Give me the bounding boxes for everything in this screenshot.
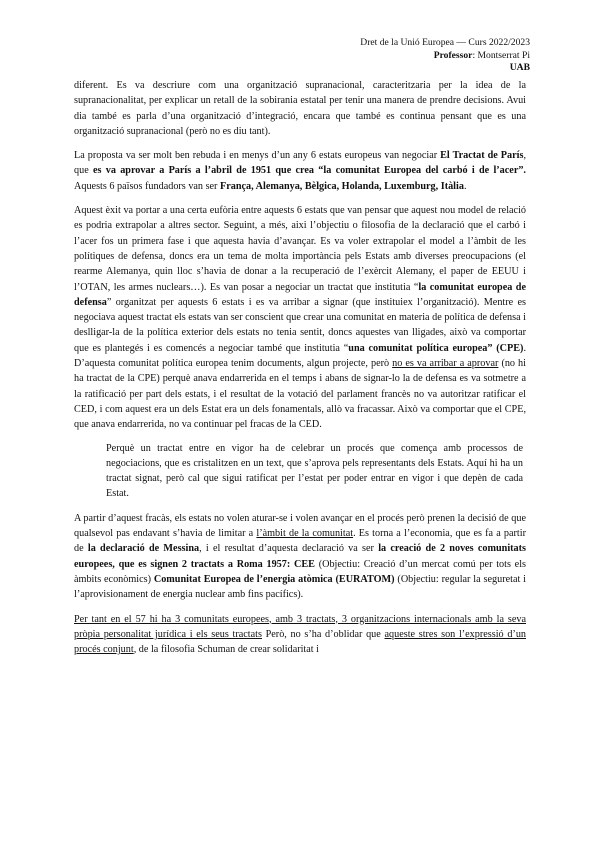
professor-label: Professor bbox=[433, 49, 473, 61]
paragraph: Aquest èxit va portar a una certa eufòria entre aquests 6 estats que van pensar que aquest nou model de relació es podria extrapolar a altres sector. Seguint, a més, aixi l’objectiu o filosofia de la declaració que el carbó i l’acer fos un primera fase i que aquesta havia d’avançar. Es va voler extrapolar el model a l’àmbit de les polítiques de defensa, doncs era un tema de molta importància pels Estats amb diverses preocupacions (el rearme Alemanya, quin lloc s’havia de donar a la recuperació de l’exèrcit Alemany, el paper de EEUU i l’OTAN, les armes nuclears…). Es van posar a negociar un tractat que institutia “la comunitat europea de defensa” organitzat per aquests 6 estats i es va arribar a signar (que instituiex l’organització). Mentre es negociava aquest tractat els estats van ser conscient que crear una comunitat en materia de política de defensa i deslligar-la de la política exterior dels estats no tenia sentit, doncs aquestes van lligades, això va comportar que es plantegés i es comencés a negociar també que institutia “una comunitat política europea” (CPE). D’aquesta comunitat política europea tenim documents, algun projecte, però no es va arribar a aprovar (no hi ha tractat de la CPE) perquè anava endarrerida en el temps i abans de signar-lo la de defensa es va sotmetre a la ratificació per part dels estats, i el resultat de la votació del parlament francès no va autoritzar ratificar el CED, i com aquest era un dels Estat era un dels fonamentals, allò va fracassar. Això va comportar que el CPE, que anava endarrerida, no va continuar pel fracas de la CED. bbox=[74, 205, 527, 431]
professor-name: : Montserrat Pi bbox=[472, 49, 530, 61]
page-header bbox=[360, 37, 530, 75]
indented-note: Perquè un tractat entre en vigor ha de celebrar un procés que comença amb processos de negociacions, que es cristalitzen en un text, que s’aprova pels representants dels Estats. Aquí hi ha un tractat signat, però cal que sigui ratificat per l’estat per poder entrar en vigor i que depèn de cada Estat. bbox=[106, 442, 523, 500]
paragraph: Per tant en el 57 hi ha 3 comunitats europees, amb 3 tractats, 3 organitzacions internacionals amb la seva pròpia personalitat jurídica i els seus tractats Però, no s’ha d’oblidar que aqueste stres son l’expressió d’un procés conjunt, de la filosofia Schuman de crear solidaritat i bbox=[74, 613, 527, 656]
institution: UAB bbox=[509, 62, 530, 74]
course-line: Dret de la Unió Europea — Curs 2022/2023 bbox=[360, 37, 530, 48]
paragraph: A partir d’aquest fracàs, els estats no volen aturar-se i volen avançar en el procés però prenen la decisió de que qualsevol pas endavant s’havia de limitar a l’àmbit de la comunitat. Es torna a l’economia, que es fa a partir de la declaració de Messina, i el resultat d’aquesta declaració va ser la creació de 2 noves comunitats europees, que es signen 2 tractats a Roma 1957: CEE (Objectiu: Creació d’un mercat comú per tots els àmbits econòmics) Comunitat Europea de l’energia atòmica (EURATOM) (Objectiu: regular la seguretat i l’aprovisionament de energia nuclear amb fins pacífics). bbox=[74, 512, 527, 601]
professor-line bbox=[360, 50, 530, 63]
paragraph: diferent. Es va descriure com una organització supranacional, caracteritzaria per la idea de la supranacionalitat, per explicar un retall de la sobirania estatal per tenir una manera de prendre decisions. Avui dia també es parla d’una organització d’integració, encara que també es continua pensant que es una organització supranacional (però no es diu tant). bbox=[74, 80, 526, 137]
paragraph: La proposta va ser molt ben rebuda i en menys d’un any 6 estats europeus van negociar El Tractat de París, que es va aprovar a París a l’abril de 1951 que crea “la comunitat Europea del carbó i de l’acer”. Aquests 6 països fundadors van ser França, Alemanya, Bèlgica, Holanda, Luxemburg, Itàlia. bbox=[74, 150, 526, 192]
document-body bbox=[74, 78, 526, 666]
